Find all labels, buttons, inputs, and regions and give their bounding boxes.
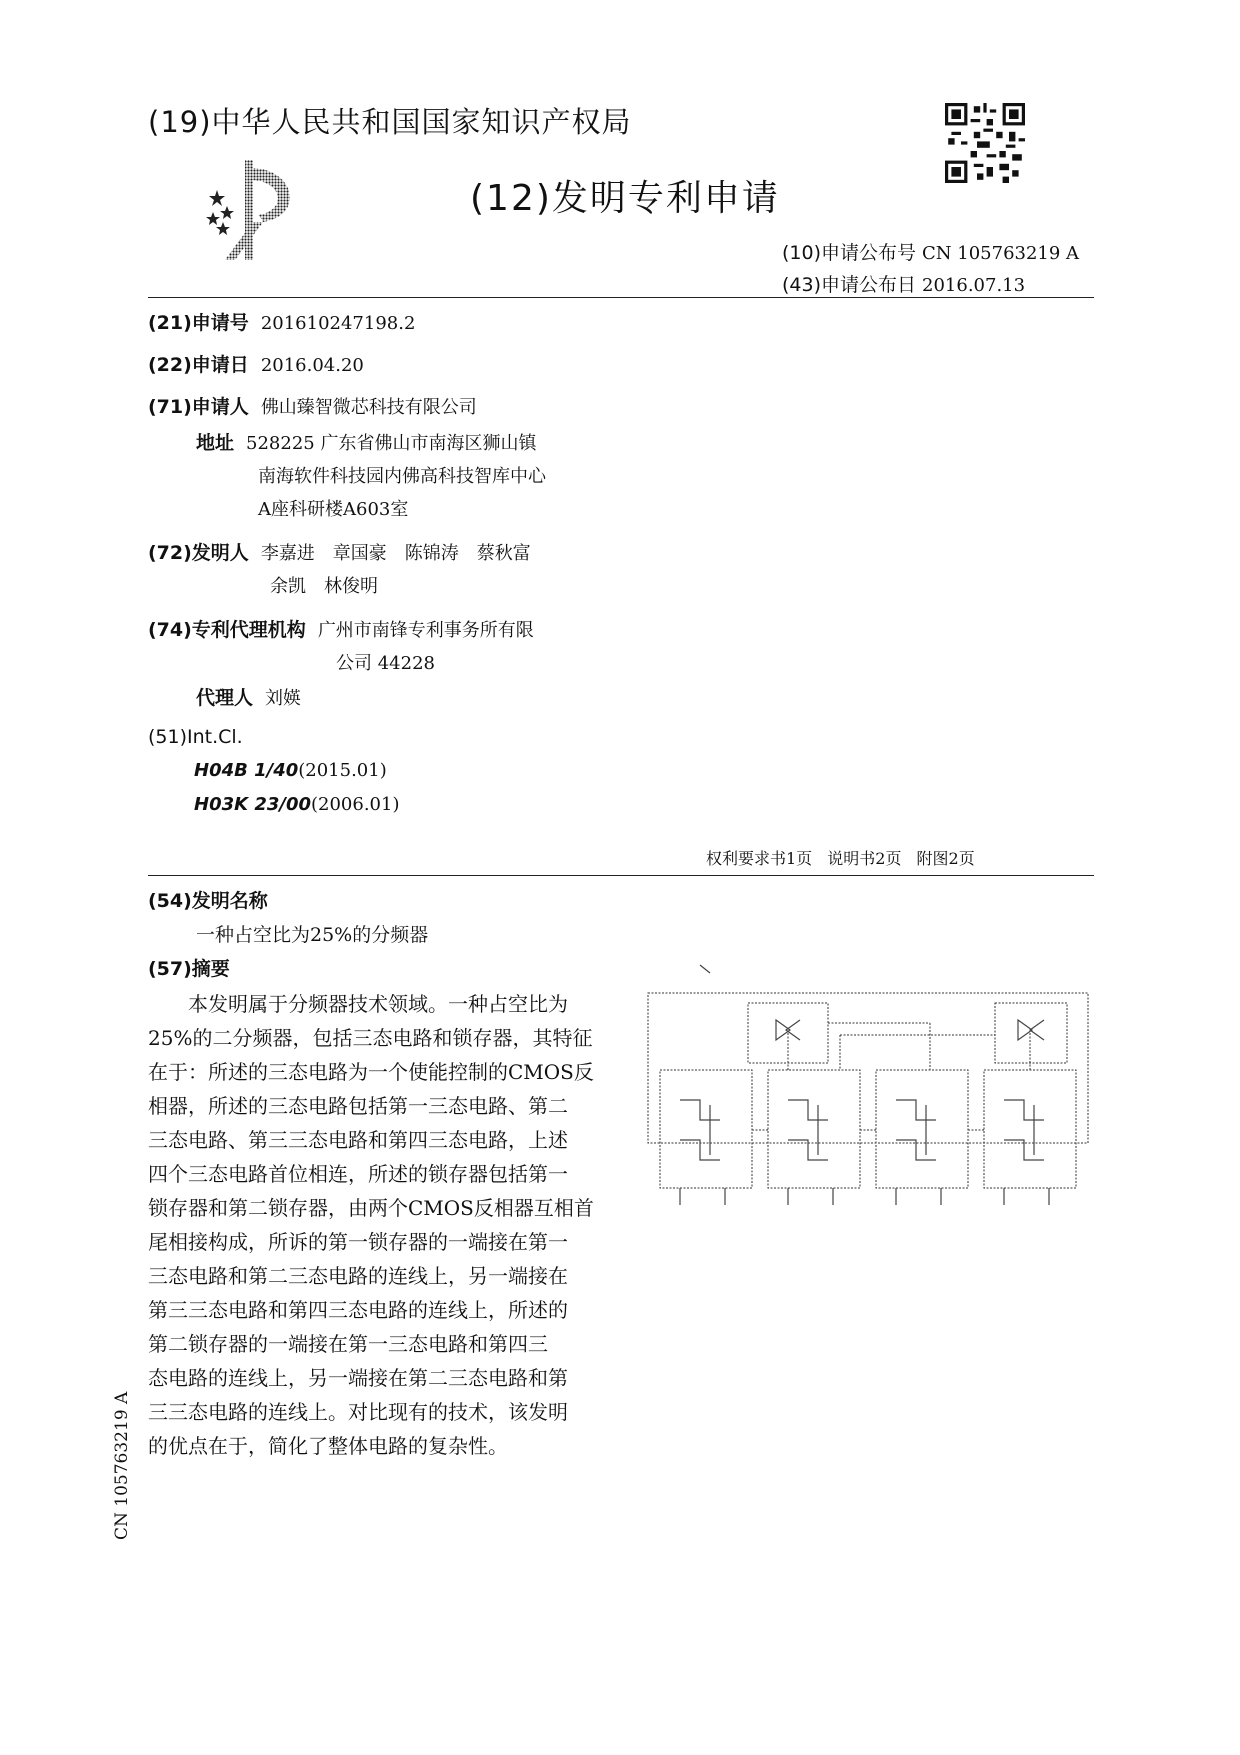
document-type: (12)发明专利申请: [470, 178, 780, 219]
abstract-line: 相器，所述的三态电路包括第一三态电路、第二: [148, 1094, 568, 1118]
ipc-entry: [194, 760, 387, 781]
ipc-code: H03K 23/00: [194, 794, 311, 815]
publication-number: CN 105763219 A: [922, 243, 1080, 264]
inventors-line: 余凯 林俊明: [270, 576, 378, 597]
agent-row: [196, 683, 301, 710]
agent-label: 代理人: [196, 687, 254, 709]
address-line: A座科研楼A603室: [258, 499, 409, 520]
abstract-line: 三态电路和第二三态电路的连线上，另一端接在: [148, 1264, 568, 1288]
inventors-row: [148, 538, 531, 565]
agency-row: [148, 615, 534, 642]
application-date: 2016.04.20: [260, 355, 364, 376]
application-date-label: (22)申请日: [148, 354, 249, 376]
agency-label: (74)专利代理机构: [148, 619, 306, 641]
header-divider: [148, 297, 1094, 298]
ipc-code: H04B 1/40: [194, 760, 299, 781]
side-publication-number-text: CN 105763219 A: [112, 1391, 132, 1540]
publication-number-label: (10)申请公布号: [782, 242, 917, 264]
agency-line: 公司 44228: [336, 653, 435, 674]
application-number-row: [148, 308, 415, 335]
applicant-label: (71)申请人: [148, 396, 249, 418]
abstract-line: 三三态电路的连线上。对比现有的技术，该发明: [148, 1400, 568, 1424]
publication-number-row: [782, 238, 1079, 265]
circuit-diagram: [640, 955, 1095, 1215]
page-counts: 权利要求书1页 说明书2页 附图2页: [706, 849, 975, 868]
abstract-label-row: [148, 954, 230, 981]
abstract-line: 尾相接构成，所诉的第一锁存器的一端接在第一: [148, 1230, 568, 1254]
address-label: 地址: [196, 432, 235, 454]
address-line: 南海软件科技园内佛高科技智库中心: [258, 466, 546, 487]
cnipa-logo: [205, 160, 325, 265]
ipc-version: (2006.01): [311, 794, 400, 815]
applicant: 佛山臻智微芯科技有限公司: [260, 397, 477, 418]
applicant-row: [148, 392, 477, 419]
publication-date: 2016.07.13: [922, 275, 1026, 296]
inventors-label: (72)发明人: [148, 542, 249, 564]
application-number: 201610247198.2: [260, 313, 416, 334]
abstract-label: (57)摘要: [148, 958, 230, 980]
agency-line: 广州市南锋专利事务所有限: [317, 620, 534, 641]
inventors-line: 李嘉进 章国豪 陈锦涛 蔡秋富: [260, 543, 531, 564]
abstract-line: 三态电路、第三三态电路和第四三态电路，上述: [148, 1128, 568, 1152]
office-name: (19)中华人民共和国国家知识产权局: [148, 105, 632, 139]
abstract-line: 态电路的连线上，另一端接在第二三态电路和第: [148, 1366, 568, 1390]
ipc-entry: [194, 794, 399, 815]
application-number-label: (21)申请号: [148, 312, 249, 334]
abstract-line: 锁存器和第二锁存器，由两个CMOS反相器互相首: [148, 1196, 594, 1220]
section-divider: [148, 875, 1094, 876]
address-row: [196, 428, 536, 455]
abstract-line: 四个三态电路首位相连，所述的锁存器包括第一: [148, 1162, 568, 1186]
abstract-line: 第二锁存器的一端接在第一三态电路和第四三: [148, 1332, 548, 1356]
abstract-line: 25%的二分频器，包括三态电路和锁存器，其特征: [148, 1026, 593, 1050]
invention-title: 一种占空比为25%的分频器: [196, 924, 429, 946]
application-date-row: [148, 350, 364, 377]
agent: 刘媖: [265, 688, 302, 709]
abstract-line: 的优点在于，简化了整体电路的复杂性。: [148, 1434, 508, 1458]
abstract-line: 在于：所述的三态电路为一个使能控制的CMOS反: [148, 1060, 594, 1084]
abstract-line: 本发明属于分频器技术领域。一种占空比为: [148, 992, 568, 1016]
address-line: 528225 广东省佛山市南海区狮山镇: [246, 433, 537, 454]
publication-date-label: (43)申请公布日: [782, 274, 917, 296]
title-label-row: [148, 886, 268, 913]
title-label: (54)发明名称: [148, 890, 268, 912]
abstract-line: 第三三态电路和第四三态电路的连线上，所述的: [148, 1298, 568, 1322]
ipc-version: (2015.01): [298, 760, 387, 781]
qr-code: [945, 103, 1025, 183]
publication-date-row: [782, 270, 1025, 297]
ipc-label-row: [148, 726, 243, 748]
ipc-label: (51)Int.Cl.: [148, 726, 243, 748]
